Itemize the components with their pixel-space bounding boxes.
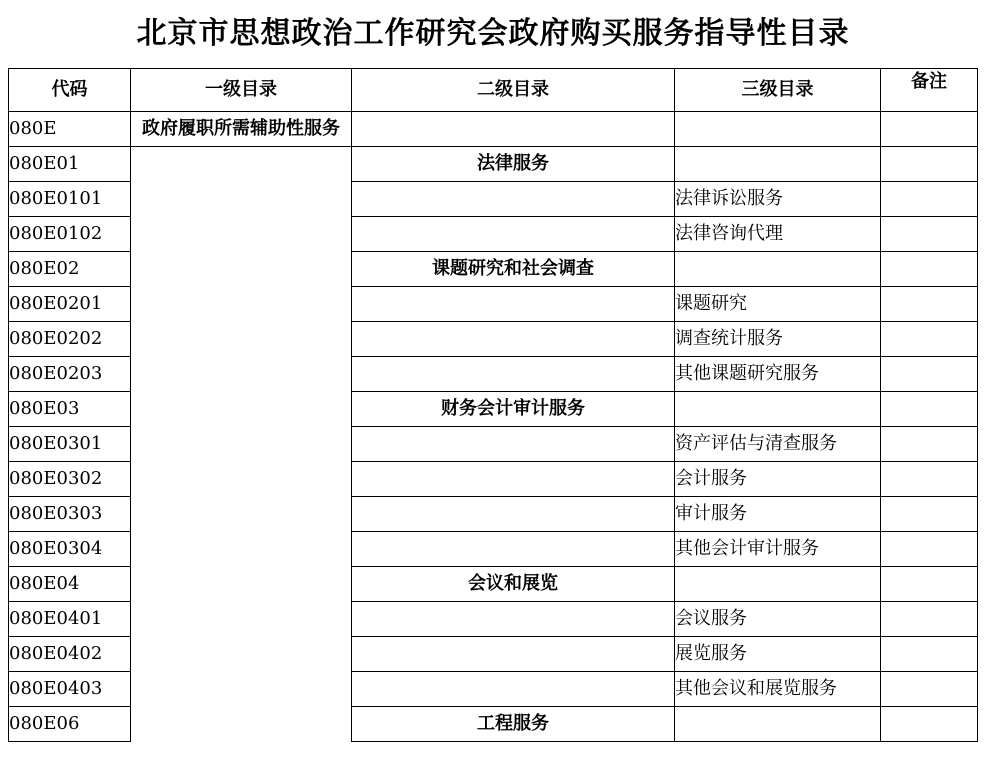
level3-cell bbox=[675, 147, 881, 182]
level2-cell bbox=[352, 112, 675, 147]
header-level2: 二级目录 bbox=[352, 69, 675, 112]
code-cell: 080E0201 bbox=[9, 287, 131, 322]
level1-cell bbox=[131, 427, 352, 462]
note-cell bbox=[881, 637, 978, 672]
header-level1: 一级目录 bbox=[131, 69, 352, 112]
level2-cell bbox=[352, 287, 675, 322]
table-header-row bbox=[9, 69, 978, 112]
table-row bbox=[9, 672, 978, 707]
level2-cell bbox=[352, 602, 675, 637]
table-row bbox=[9, 112, 978, 147]
level2-cell bbox=[352, 497, 675, 532]
code-cell: 080E0102 bbox=[9, 217, 131, 252]
code-cell: 080E01 bbox=[9, 147, 131, 182]
level3-cell: 其他会议和展览服务 bbox=[675, 672, 881, 707]
level2-cell: 财务会计审计服务 bbox=[352, 392, 675, 427]
level2-cell bbox=[352, 427, 675, 462]
level1-cell bbox=[131, 707, 352, 742]
table-row bbox=[9, 532, 978, 567]
level3-cell: 法律咨询代理 bbox=[675, 217, 881, 252]
level2-cell bbox=[352, 217, 675, 252]
table-row bbox=[9, 182, 978, 217]
code-cell: 080E0203 bbox=[9, 357, 131, 392]
note-cell bbox=[881, 112, 978, 147]
code-cell: 080E0401 bbox=[9, 602, 131, 637]
code-cell: 080E bbox=[9, 112, 131, 147]
level3-cell: 法律诉讼服务 bbox=[675, 182, 881, 217]
level2-cell bbox=[352, 637, 675, 672]
level3-cell: 审计服务 bbox=[675, 497, 881, 532]
level1-cell bbox=[131, 357, 352, 392]
level3-cell: 其他课题研究服务 bbox=[675, 357, 881, 392]
level2-cell bbox=[352, 357, 675, 392]
level1-cell bbox=[131, 462, 352, 497]
code-cell: 080E0402 bbox=[9, 637, 131, 672]
level1-cell bbox=[131, 252, 352, 287]
level3-cell: 展览服务 bbox=[675, 637, 881, 672]
note-cell bbox=[881, 497, 978, 532]
table-row bbox=[9, 217, 978, 252]
level1-cell bbox=[131, 217, 352, 252]
level2-cell bbox=[352, 182, 675, 217]
note-cell bbox=[881, 602, 978, 637]
note-cell bbox=[881, 357, 978, 392]
note-cell bbox=[881, 462, 978, 497]
level1-cell bbox=[131, 287, 352, 322]
level2-cell bbox=[352, 672, 675, 707]
level3-cell: 会议服务 bbox=[675, 602, 881, 637]
table-row bbox=[9, 637, 978, 672]
level1-cell bbox=[131, 532, 352, 567]
table-row bbox=[9, 392, 978, 427]
level3-cell bbox=[675, 252, 881, 287]
level1-cell bbox=[131, 602, 352, 637]
level2-cell: 会议和展览 bbox=[352, 567, 675, 602]
note-cell bbox=[881, 427, 978, 462]
code-cell: 080E0202 bbox=[9, 322, 131, 357]
note-cell bbox=[881, 182, 978, 217]
level2-cell: 工程服务 bbox=[352, 707, 675, 742]
table-row bbox=[9, 287, 978, 322]
level3-cell: 其他会计审计服务 bbox=[675, 532, 881, 567]
table-row bbox=[9, 462, 978, 497]
code-cell: 080E0101 bbox=[9, 182, 131, 217]
table-row bbox=[9, 322, 978, 357]
code-cell: 080E0403 bbox=[9, 672, 131, 707]
directory-table bbox=[8, 68, 978, 742]
header-note: 备注 bbox=[881, 69, 978, 112]
level3-cell bbox=[675, 707, 881, 742]
code-cell: 080E02 bbox=[9, 252, 131, 287]
note-cell bbox=[881, 287, 978, 322]
header-level3: 三级目录 bbox=[675, 69, 881, 112]
level1-cell bbox=[131, 672, 352, 707]
code-cell: 080E0304 bbox=[9, 532, 131, 567]
level2-cell bbox=[352, 462, 675, 497]
level3-cell bbox=[675, 392, 881, 427]
code-cell: 080E0301 bbox=[9, 427, 131, 462]
level1-cell bbox=[131, 637, 352, 672]
note-cell bbox=[881, 567, 978, 602]
level1-cell bbox=[131, 322, 352, 357]
level3-cell bbox=[675, 112, 881, 147]
table-row bbox=[9, 357, 978, 392]
code-cell: 080E0302 bbox=[9, 462, 131, 497]
note-cell bbox=[881, 707, 978, 742]
note-cell bbox=[881, 322, 978, 357]
level3-cell: 课题研究 bbox=[675, 287, 881, 322]
level3-cell bbox=[675, 567, 881, 602]
level2-cell bbox=[352, 532, 675, 567]
table-row bbox=[9, 497, 978, 532]
table-row bbox=[9, 602, 978, 637]
code-cell: 080E04 bbox=[9, 567, 131, 602]
level2-cell: 课题研究和社会调查 bbox=[352, 252, 675, 287]
level1-cell bbox=[131, 182, 352, 217]
code-cell: 080E03 bbox=[9, 392, 131, 427]
note-cell bbox=[881, 252, 978, 287]
table-row bbox=[9, 147, 978, 182]
level1-cell bbox=[131, 497, 352, 532]
level1-cell: 政府履职所需辅助性服务 bbox=[131, 112, 352, 147]
table-row bbox=[9, 427, 978, 462]
level3-cell: 会计服务 bbox=[675, 462, 881, 497]
code-cell: 080E0303 bbox=[9, 497, 131, 532]
page-title: 北京市思想政治工作研究会政府购买服务指导性目录 bbox=[136, 16, 850, 51]
level2-cell bbox=[352, 322, 675, 357]
level1-cell bbox=[131, 147, 352, 182]
table-row bbox=[9, 567, 978, 602]
note-cell bbox=[881, 392, 978, 427]
level3-cell: 调查统计服务 bbox=[675, 322, 881, 357]
note-cell bbox=[881, 147, 978, 182]
level2-cell: 法律服务 bbox=[352, 147, 675, 182]
table-row bbox=[9, 252, 978, 287]
note-cell bbox=[881, 532, 978, 567]
level1-cell bbox=[131, 567, 352, 602]
code-cell: 080E06 bbox=[9, 707, 131, 742]
note-cell bbox=[881, 217, 978, 252]
level3-cell: 资产评估与清查服务 bbox=[675, 427, 881, 462]
header-code: 代码 bbox=[9, 69, 131, 112]
note-cell bbox=[881, 672, 978, 707]
level1-cell bbox=[131, 392, 352, 427]
table-row bbox=[9, 707, 978, 742]
